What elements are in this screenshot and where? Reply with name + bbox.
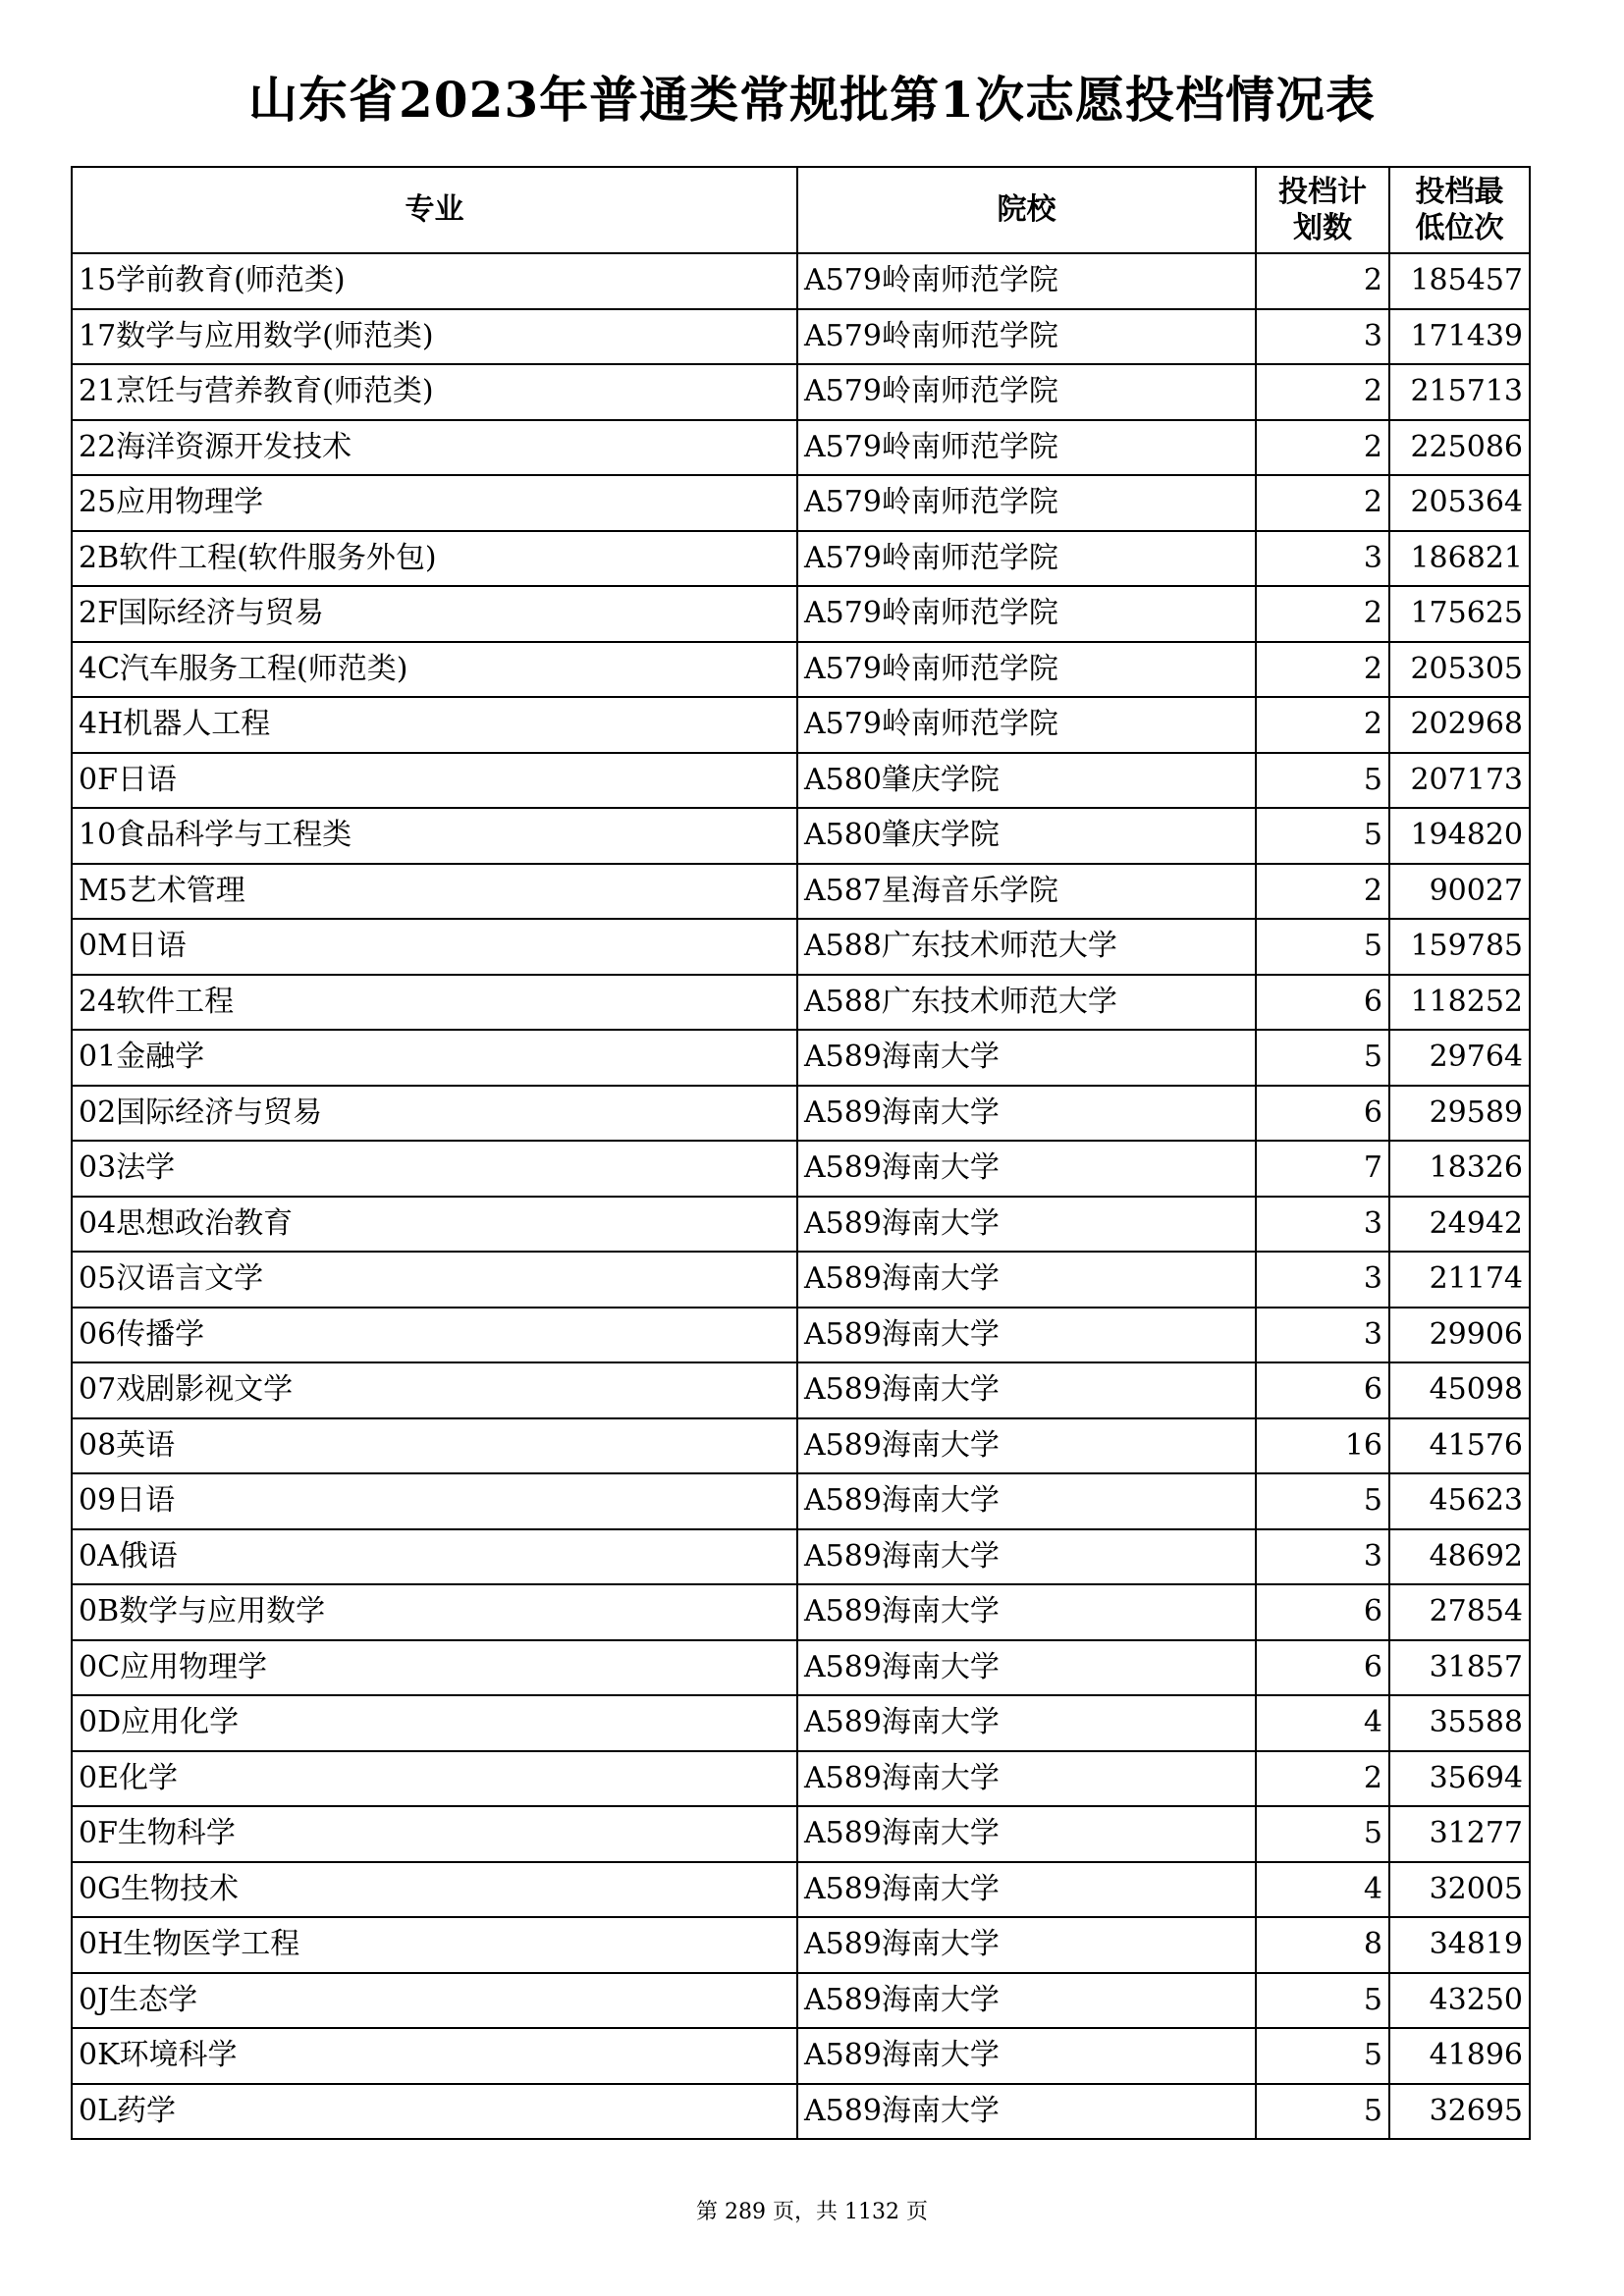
cell-min-rank: 205364 <box>1389 475 1530 531</box>
cell-major: 06传播学 <box>72 1308 797 1363</box>
cell-major: 0L药学 <box>72 2084 797 2140</box>
table-row <box>72 808 1530 864</box>
cell-school: A589海南大学 <box>797 1030 1256 1086</box>
cell-min-rank: 215713 <box>1389 364 1530 420</box>
cell-major: 0F生物科学 <box>72 1806 797 1862</box>
table-header-row <box>72 167 1530 253</box>
table-row <box>72 1862 1530 1918</box>
cell-plan-count: 2 <box>1256 420 1389 476</box>
cell-school: A580肇庆学院 <box>797 753 1256 809</box>
cell-major: 0A俄语 <box>72 1529 797 1585</box>
cell-school: A589海南大学 <box>797 1806 1256 1862</box>
cell-school: A589海南大学 <box>797 1751 1256 1807</box>
cell-plan-count: 6 <box>1256 1086 1389 1142</box>
table-row <box>72 2084 1530 2140</box>
cell-school: A589海南大学 <box>797 1695 1256 1751</box>
cell-major: 0K环境科学 <box>72 2028 797 2084</box>
table-row <box>72 1584 1530 1640</box>
cell-major: 0J生态学 <box>72 1973 797 2029</box>
cell-min-rank: 175625 <box>1389 586 1530 642</box>
table-row <box>72 420 1530 476</box>
cell-major: 08英语 <box>72 1418 797 1474</box>
cell-min-rank: 34819 <box>1389 1917 1530 1973</box>
cell-school: A579岭南师范学院 <box>797 253 1256 309</box>
cell-min-rank: 185457 <box>1389 253 1530 309</box>
cell-school: A579岭南师范学院 <box>797 697 1256 753</box>
cell-school: A579岭南师范学院 <box>797 586 1256 642</box>
cell-major: 0D应用化学 <box>72 1695 797 1751</box>
cell-plan-count: 7 <box>1256 1141 1389 1197</box>
cell-major: 0H生物医学工程 <box>72 1917 797 1973</box>
cell-major: 25应用物理学 <box>72 475 797 531</box>
cell-major: 2B软件工程(软件服务外包) <box>72 531 797 587</box>
cell-min-rank: 171439 <box>1389 309 1530 365</box>
header-school: 院校 <box>797 167 1256 253</box>
cell-school: A589海南大学 <box>797 1973 1256 2029</box>
table-row <box>72 586 1530 642</box>
cell-min-rank: 202968 <box>1389 697 1530 753</box>
cell-plan-count: 6 <box>1256 975 1389 1031</box>
cell-major: 2F国际经济与贸易 <box>72 586 797 642</box>
cell-plan-count: 16 <box>1256 1418 1389 1474</box>
cell-plan-count: 5 <box>1256 1806 1389 1862</box>
cell-school: A579岭南师范学院 <box>797 420 1256 476</box>
admissions-table <box>71 166 1531 2140</box>
cell-school: A580肇庆学院 <box>797 808 1256 864</box>
cell-major: 17数学与应用数学(师范类) <box>72 309 797 365</box>
table-row <box>72 531 1530 587</box>
cell-major: 0G生物技术 <box>72 1862 797 1918</box>
cell-plan-count: 2 <box>1256 642 1389 698</box>
table-body <box>72 253 1530 2139</box>
cell-major: 02国际经济与贸易 <box>72 1086 797 1142</box>
cell-school: A588广东技术师范大学 <box>797 975 1256 1031</box>
cell-min-rank: 21174 <box>1389 1252 1530 1308</box>
cell-school: A589海南大学 <box>797 1529 1256 1585</box>
cell-plan-count: 2 <box>1256 475 1389 531</box>
cell-min-rank: 207173 <box>1389 753 1530 809</box>
table-row <box>72 753 1530 809</box>
cell-min-rank: 18326 <box>1389 1141 1530 1197</box>
cell-major: 03法学 <box>72 1141 797 1197</box>
cell-plan-count: 3 <box>1256 1529 1389 1585</box>
cell-min-rank: 31277 <box>1389 1806 1530 1862</box>
cell-school: A589海南大学 <box>797 1362 1256 1418</box>
cell-min-rank: 31857 <box>1389 1640 1530 1696</box>
header-plan-count: 投档计 划数 <box>1256 167 1389 253</box>
table-row <box>72 975 1530 1031</box>
cell-school: A579岭南师范学院 <box>797 531 1256 587</box>
cell-plan-count: 5 <box>1256 1973 1389 2029</box>
cell-plan-count: 2 <box>1256 1751 1389 1807</box>
cell-school: A588广东技术师范大学 <box>797 919 1256 975</box>
cell-school: A589海南大学 <box>797 1197 1256 1253</box>
cell-min-rank: 118252 <box>1389 975 1530 1031</box>
table-row <box>72 475 1530 531</box>
table-row <box>72 1030 1530 1086</box>
cell-plan-count: 2 <box>1256 586 1389 642</box>
header-min-rank: 投档最 低位次 <box>1389 167 1530 253</box>
header-major: 专业 <box>72 167 797 253</box>
cell-min-rank: 32005 <box>1389 1862 1530 1918</box>
cell-major: 4H机器人工程 <box>72 697 797 753</box>
cell-min-rank: 194820 <box>1389 808 1530 864</box>
table-row <box>72 1308 1530 1363</box>
cell-min-rank: 29906 <box>1389 1308 1530 1363</box>
cell-school: A589海南大学 <box>797 1308 1256 1363</box>
cell-plan-count: 8 <box>1256 1917 1389 1973</box>
cell-plan-count: 6 <box>1256 1640 1389 1696</box>
cell-plan-count: 2 <box>1256 697 1389 753</box>
cell-min-rank: 29764 <box>1389 1030 1530 1086</box>
cell-min-rank: 27854 <box>1389 1584 1530 1640</box>
cell-major: 0F日语 <box>72 753 797 809</box>
table-row <box>72 1418 1530 1474</box>
cell-school: A589海南大学 <box>797 1418 1256 1474</box>
cell-plan-count: 6 <box>1256 1362 1389 1418</box>
table-row <box>72 1473 1530 1529</box>
cell-plan-count: 5 <box>1256 1473 1389 1529</box>
cell-school: A589海南大学 <box>797 2084 1256 2140</box>
cell-plan-count: 5 <box>1256 2084 1389 2140</box>
cell-plan-count: 4 <box>1256 1695 1389 1751</box>
table-row <box>72 1252 1530 1308</box>
cell-plan-count: 2 <box>1256 253 1389 309</box>
cell-major: 21烹饪与营养教育(师范类) <box>72 364 797 420</box>
table-row <box>72 1529 1530 1585</box>
table-row <box>72 1362 1530 1418</box>
cell-school: A587星海音乐学院 <box>797 864 1256 920</box>
cell-major: 04思想政治教育 <box>72 1197 797 1253</box>
cell-school: A589海南大学 <box>797 1473 1256 1529</box>
cell-min-rank: 35694 <box>1389 1751 1530 1807</box>
cell-plan-count: 3 <box>1256 1252 1389 1308</box>
table-row <box>72 1141 1530 1197</box>
cell-major: 0B数学与应用数学 <box>72 1584 797 1640</box>
cell-min-rank: 35588 <box>1389 1695 1530 1751</box>
cell-major: M5艺术管理 <box>72 864 797 920</box>
cell-plan-count: 6 <box>1256 1584 1389 1640</box>
cell-school: A589海南大学 <box>797 1086 1256 1142</box>
cell-min-rank: 225086 <box>1389 420 1530 476</box>
cell-plan-count: 3 <box>1256 309 1389 365</box>
cell-min-rank: 41576 <box>1389 1418 1530 1474</box>
cell-major: 09日语 <box>72 1473 797 1529</box>
cell-min-rank: 43250 <box>1389 1973 1530 2029</box>
table-row <box>72 864 1530 920</box>
cell-min-rank: 41896 <box>1389 2028 1530 2084</box>
table-row <box>72 364 1530 420</box>
cell-school: A589海南大学 <box>797 1640 1256 1696</box>
cell-major: 15学前教育(师范类) <box>72 253 797 309</box>
table-row <box>72 919 1530 975</box>
table-row <box>72 642 1530 698</box>
cell-plan-count: 5 <box>1256 808 1389 864</box>
cell-min-rank: 205305 <box>1389 642 1530 698</box>
cell-school: A589海南大学 <box>797 2028 1256 2084</box>
cell-plan-count: 5 <box>1256 753 1389 809</box>
cell-major: 0E化学 <box>72 1751 797 1807</box>
cell-major: 0C应用物理学 <box>72 1640 797 1696</box>
cell-school: A589海南大学 <box>797 1584 1256 1640</box>
table-row <box>72 697 1530 753</box>
cell-major: 22海洋资源开发技术 <box>72 420 797 476</box>
cell-school: A579岭南师范学院 <box>797 309 1256 365</box>
cell-min-rank: 24942 <box>1389 1197 1530 1253</box>
cell-min-rank: 48692 <box>1389 1529 1530 1585</box>
table-row <box>72 2028 1530 2084</box>
cell-school: A589海南大学 <box>797 1862 1256 1918</box>
cell-school: A579岭南师范学院 <box>797 364 1256 420</box>
cell-major: 07戏剧影视文学 <box>72 1362 797 1418</box>
cell-plan-count: 4 <box>1256 1862 1389 1918</box>
cell-plan-count: 3 <box>1256 531 1389 587</box>
cell-school: A579岭南师范学院 <box>797 475 1256 531</box>
table-row <box>72 1917 1530 1973</box>
cell-school: A579岭南师范学院 <box>797 642 1256 698</box>
page-title: 山东省2023年普通类常规批第1次志愿投档情况表 <box>248 71 1376 129</box>
cell-plan-count: 5 <box>1256 1030 1389 1086</box>
cell-school: A589海南大学 <box>797 1917 1256 1973</box>
table-row <box>72 1695 1530 1751</box>
cell-plan-count: 2 <box>1256 864 1389 920</box>
table-row <box>72 309 1530 365</box>
cell-major: 01金融学 <box>72 1030 797 1086</box>
cell-min-rank: 159785 <box>1389 919 1530 975</box>
cell-min-rank: 45623 <box>1389 1473 1530 1529</box>
table-row <box>72 1197 1530 1253</box>
cell-major: 10食品科学与工程类 <box>72 808 797 864</box>
table-row <box>72 1640 1530 1696</box>
table-row <box>72 1751 1530 1807</box>
cell-plan-count: 5 <box>1256 919 1389 975</box>
cell-major: 4C汽车服务工程(师范类) <box>72 642 797 698</box>
cell-major: 05汉语言文学 <box>72 1252 797 1308</box>
cell-major: 0M日语 <box>72 919 797 975</box>
page-footer: 第 289 页，共 1132 页 <box>696 2200 928 2224</box>
cell-min-rank: 45098 <box>1389 1362 1530 1418</box>
cell-major: 24软件工程 <box>72 975 797 1031</box>
table-row <box>72 1973 1530 2029</box>
table-row <box>72 1086 1530 1142</box>
cell-plan-count: 3 <box>1256 1308 1389 1363</box>
cell-plan-count: 3 <box>1256 1197 1389 1253</box>
table-row <box>72 253 1530 309</box>
table-row <box>72 1806 1530 1862</box>
cell-min-rank: 29589 <box>1389 1086 1530 1142</box>
cell-min-rank: 186821 <box>1389 531 1530 587</box>
cell-min-rank: 90027 <box>1389 864 1530 920</box>
cell-school: A589海南大学 <box>797 1252 1256 1308</box>
cell-plan-count: 5 <box>1256 2028 1389 2084</box>
cell-plan-count: 2 <box>1256 364 1389 420</box>
cell-min-rank: 32695 <box>1389 2084 1530 2140</box>
cell-school: A589海南大学 <box>797 1141 1256 1197</box>
